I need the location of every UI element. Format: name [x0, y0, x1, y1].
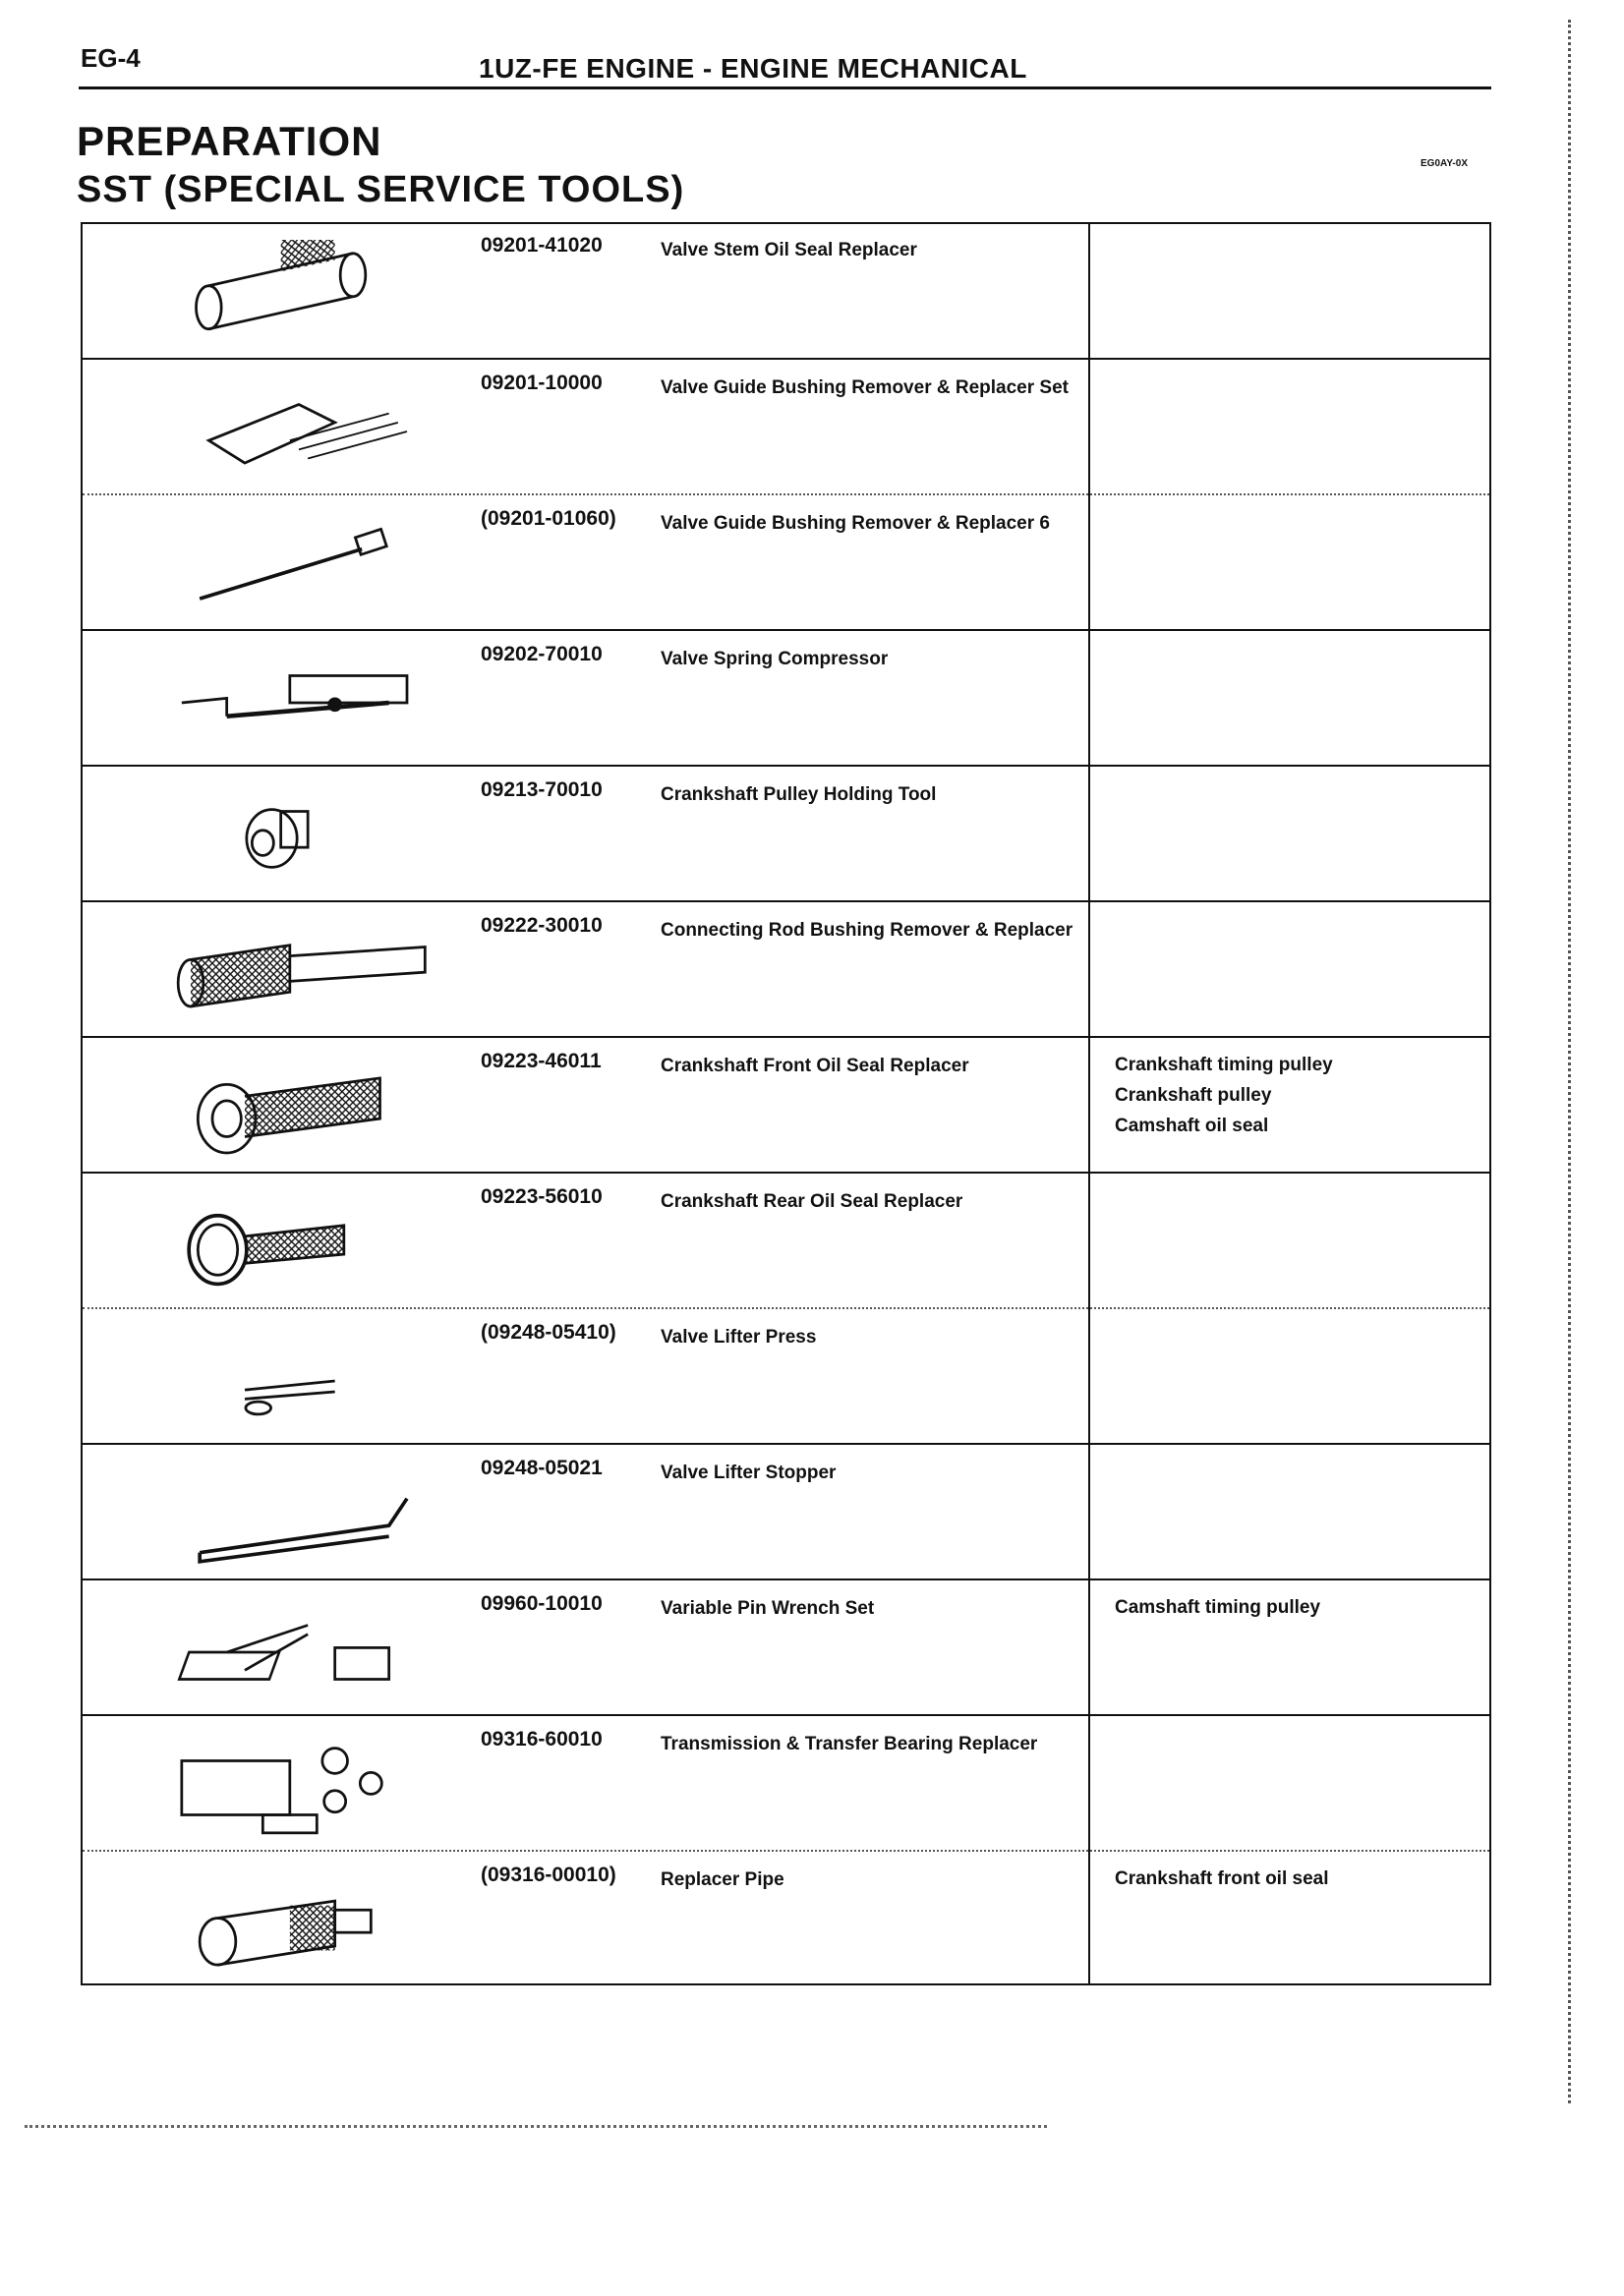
valve-spring-compressor-illustration-icon [142, 649, 456, 757]
part-number: 09316-60010 [481, 1728, 603, 1751]
bearing-replacer-set-illustration-icon [142, 1734, 456, 1842]
tool-use-item: Crankshaft timing pulley [1115, 1055, 1333, 1075]
tool-row [83, 1578, 1489, 1714]
tool-row [83, 1443, 1489, 1578]
part-number: (09248-05410) [481, 1321, 616, 1344]
tool-row [83, 1714, 1489, 1850]
tool-name: Crankshaft Rear Oil Seal Replacer [661, 1191, 963, 1212]
scan-edge-bottom [25, 2125, 1047, 2131]
tool-row [83, 629, 1489, 765]
valve-lifter-stopper-illustration-icon [142, 1463, 456, 1571]
page-number: EG-4 [81, 43, 141, 73]
part-number: (09201-01060) [481, 507, 616, 530]
header-rule [79, 86, 1491, 89]
crankshaft-pulley-holding-tool-illustration-icon [142, 784, 456, 892]
tool-row [83, 1307, 1489, 1443]
part-number: 09960-10010 [481, 1592, 603, 1615]
tool-name: Valve Stem Oil Seal Replacer [661, 240, 917, 260]
sst-table [81, 222, 1491, 1985]
part-number: (09316-00010) [481, 1864, 616, 1886]
tool-name: Replacer Pipe [661, 1869, 784, 1890]
valve-stem-oil-seal-replacer-illustration-icon [142, 240, 456, 348]
tool-use-item: Camshaft timing pulley [1115, 1597, 1321, 1618]
tool-name: Valve Lifter Stopper [661, 1463, 837, 1483]
tool-name: Valve Guide Bushing Remover & Replacer Set [661, 377, 1069, 398]
tool-row [83, 1036, 1489, 1172]
tool-row [83, 1172, 1489, 1307]
tool-row [83, 1850, 1489, 1985]
tool-uses [1115, 1592, 1320, 1623]
column-divider [1088, 222, 1090, 1985]
tool-name: Crankshaft Front Oil Seal Replacer [661, 1056, 969, 1076]
part-number: 09201-41020 [481, 234, 603, 257]
connecting-rod-bushing-remover-illustration-icon [142, 920, 456, 1028]
replacer-pipe-illustration-icon [142, 1869, 456, 1978]
tool-name: Valve Lifter Press [661, 1327, 817, 1348]
variable-pin-wrench-set-illustration-icon [142, 1598, 456, 1706]
tool-name: Variable Pin Wrench Set [661, 1598, 875, 1619]
crankshaft-rear-oil-seal-replacer-illustration-icon [142, 1191, 456, 1299]
tool-use-item: Camshaft oil seal [1115, 1116, 1269, 1136]
tool-use-item: Crankshaft pulley [1115, 1085, 1272, 1106]
tool-row [83, 900, 1489, 1036]
page-title: PREPARATION [77, 118, 382, 164]
part-number: 09213-70010 [481, 778, 603, 801]
tool-row [83, 358, 1489, 493]
tool-use-item: Crankshaft front oil seal [1115, 1868, 1329, 1889]
section-title: 1UZ-FE ENGINE - ENGINE MECHANICAL [479, 53, 1027, 84]
tool-uses [1115, 1864, 1329, 1894]
valve-lifter-press-illustration-icon [142, 1327, 456, 1435]
tool-row [83, 765, 1489, 900]
scan-edge [1568, 20, 1577, 2103]
crankshaft-front-oil-seal-replacer-illustration-icon [142, 1056, 456, 1164]
part-number: 09248-05021 [481, 1457, 603, 1479]
reference-code: EG0AY-0X [1421, 158, 1468, 169]
tool-uses [1115, 1050, 1333, 1141]
part-number: 09202-70010 [481, 643, 603, 665]
valve-guide-bushing-set-illustration-icon [142, 377, 456, 486]
tool-name: Crankshaft Pulley Holding Tool [661, 784, 937, 805]
part-number: 09223-46011 [481, 1050, 602, 1072]
page-subtitle: SST (SPECIAL SERVICE TOOLS) [77, 169, 685, 210]
tool-row [83, 222, 1489, 358]
tool-name: Valve Guide Bushing Remover & Replacer 6 [661, 513, 1050, 534]
tool-name: Connecting Rod Bushing Remover & Replacer [661, 920, 1073, 941]
part-number: 09201-10000 [481, 372, 603, 394]
tool-name: Transmission & Transfer Bearing Replacer [661, 1734, 1038, 1754]
part-number: 09223-56010 [481, 1185, 603, 1208]
valve-guide-bushing-remover-illustration-icon [142, 513, 456, 621]
part-number: 09222-30010 [481, 914, 603, 937]
tool-row [83, 493, 1489, 629]
tool-name: Valve Spring Compressor [661, 649, 889, 669]
